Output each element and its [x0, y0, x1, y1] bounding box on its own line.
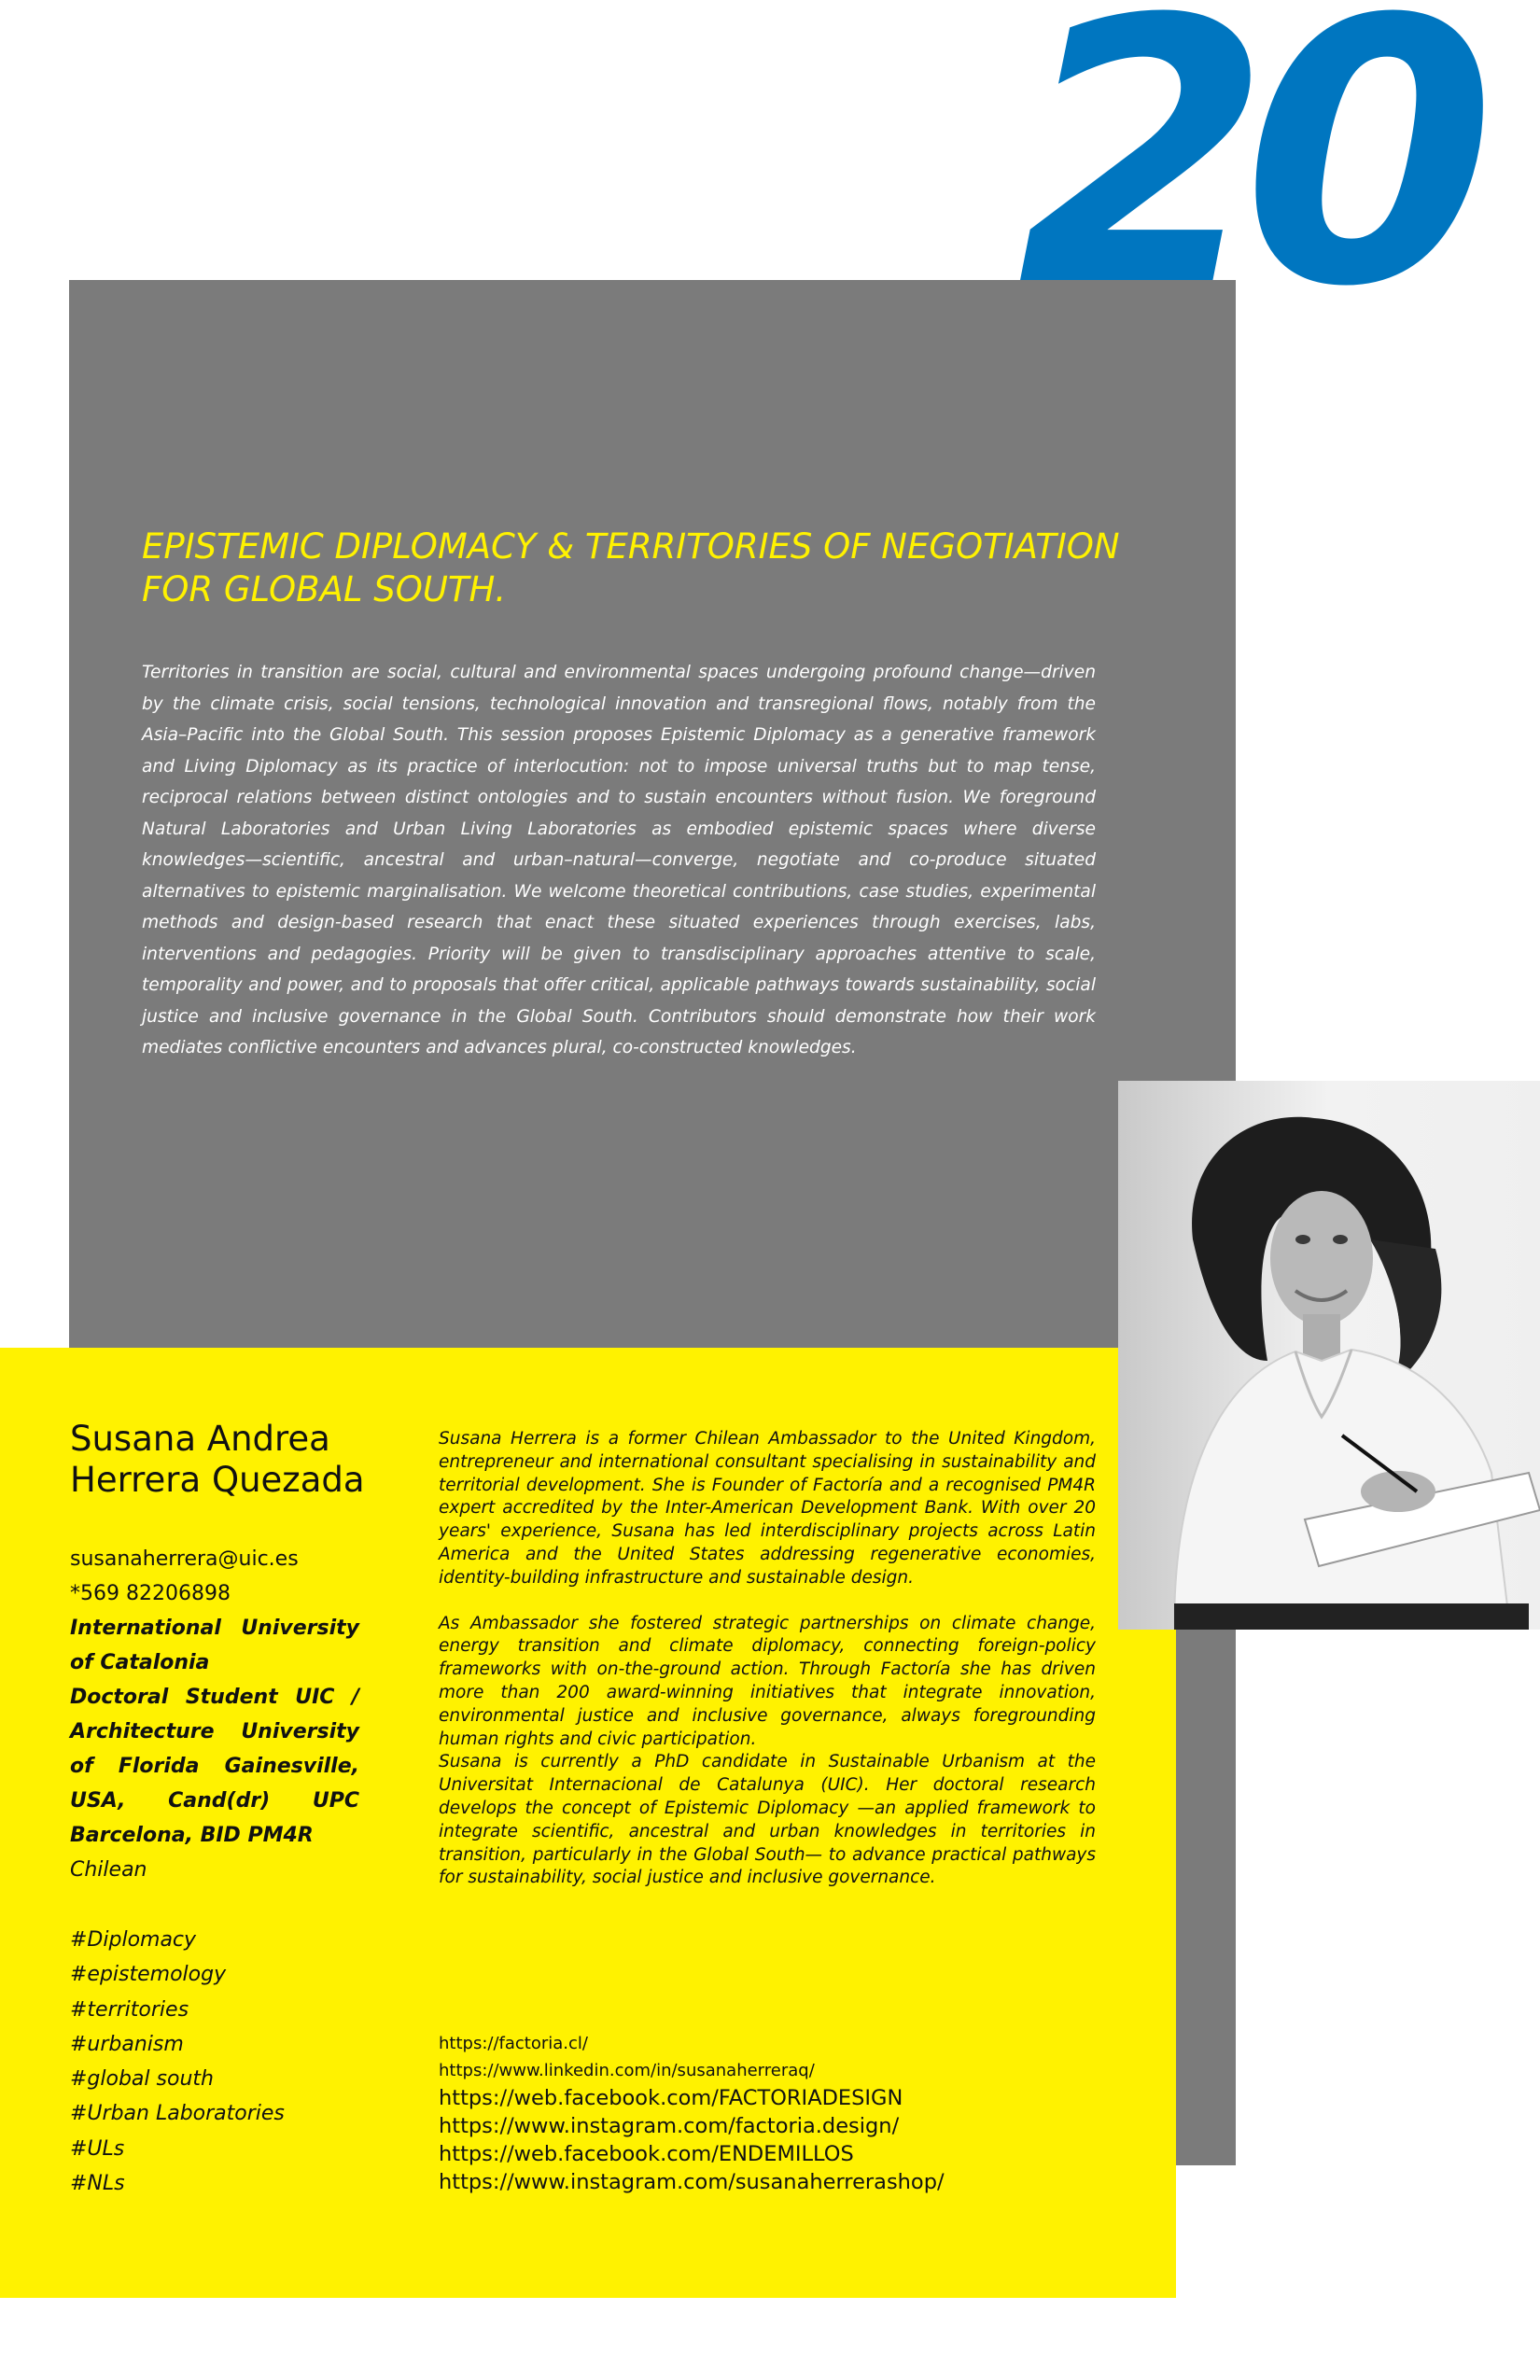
link-website[interactable]: https://factoria.cl/ [439, 2034, 588, 2053]
session-title [142, 525, 1187, 611]
page-number: 20 [1017, 0, 1468, 366]
session-title-line-1: EPISTEMIC DIPLOMACY & TERRITORIES OF NEGOTIATION [142, 526, 1120, 567]
author-links [439, 2030, 945, 2196]
author-email[interactable]: susanaherrera@uic.es [70, 1547, 299, 1571]
author-nationality: Chilean [70, 1858, 147, 1882]
author-bio [439, 1428, 1096, 1890]
tag-item: #territories [70, 1997, 189, 2022]
tag-item: #global south [70, 2067, 214, 2092]
link-facebook-factoria[interactable]: https://web.facebook.com/FACTORIADESIGN [439, 2086, 903, 2110]
bio-paragraph-3: Susana is currently a PhD candidate in Sustainable Urbanism at the Universitat Internacional de Catalunya (UIC). Her doctoral research develops the concept of Epistemic Diplomacy —an applied framework to integrate scientific, ancestral and urban knowledges in territories in transition, particularly in the Global South— to advance practical pathways for sustainability, social justice and inclusive governance. [439, 1752, 1096, 1888]
author-name [70, 1419, 387, 1501]
author-name-line-1: Susana Andrea [70, 1419, 330, 1459]
author-affiliation-1: International University of Catalonia [70, 1617, 359, 1674]
bio-paragraph-2: As Ambassador she fostered strategic partnerships on climate change, energy transition and climate diplomacy, connecting foreign-policy frameworks with on-the-ground action. Through Factoría she has driven more than 200 award-winning initiatives that integrate innovation, environmental justice and inclusive governance, always foregrounding human rights and civic participation. [439, 1613, 1096, 1749]
author-name-line-2: Herrera Quezada [70, 1460, 365, 1500]
tag-item: #urbanism [70, 2032, 184, 2056]
author-affiliation-2: Doctoral Student UIC / Architecture University of Florida Gainesville, USA, Cand(dr) UPC Barcelona, BID PM4R [70, 1686, 359, 1847]
tag-item: #NLs [70, 2172, 125, 2196]
author-photo [1118, 1081, 1540, 1630]
tag-item: #ULs [70, 2136, 125, 2161]
link-instagram-shop[interactable]: https://www.instagram.com/susanaherrerashop/ [439, 2170, 945, 2194]
tag-item: #Urban Laboratories [70, 2102, 285, 2126]
portrait-image [1118, 1081, 1540, 1630]
link-linkedin[interactable]: https://www.linkedin.com/in/susanaherreraq/ [439, 2061, 815, 2080]
link-facebook-endemillos[interactable]: https://web.facebook.com/ENDEMILLOS [439, 2142, 854, 2166]
link-instagram-factoria[interactable]: https://www.instagram.com/factoria.design/ [439, 2114, 900, 2138]
author-phone: *569 82206898 [70, 1582, 231, 1605]
tag-item: #epistemology [70, 1963, 227, 1987]
tag-list [70, 1923, 285, 2201]
tag-item: #Diplomacy [70, 1928, 197, 1952]
bio-paragraph-1: Susana Herrera is a former Chilean Ambassador to the United Kingdom, entrepreneur and international consultant specialising in sustainability and territorial development. She is Founder of Factoría and a recognised PM4R expert accredited by the Inter-American Development Bank. With over 20 years' experience, Susana has led interdisciplinary projects across Latin America and the United States addressing regenerative economies, identity-building infrastructure and sustainable design. [439, 1429, 1096, 1588]
author-details [70, 1542, 359, 1887]
session-abstract: Territories in transition are social, cultural and environmental spaces undergoing profound change—driven by the climate crisis, social tensions, technological innovation and transregional flows, notably from the Asia–Pacific into the Global South. This session proposes Epistemic Diplomacy as a generative framework and Living Diplomacy as its practice of interlocution: not to impose universal truths but to map tense, reciprocal relations between distinct ontologies and to sustain encounters without fusion. We foreground Natural Laboratories and Urban Living Laboratories as embodied epistemic spaces where diverse knowledges—scientific, ancestral and urban–natural—converge, negotiate and co-produce situated alternatives to epistemic marginalisation. We welcome theoretical contributions, case studies, experimental methods and design-based research that enact these situated experiences through exercises, labs, interventions and pedagogies. Priority will be given to transdisciplinary approaches attentive to scale, temporality and power, and to proposals that offer critical, applicable pathways towards sustainability, social justice and inclusive governance in the Global South. Contributors should demonstrate how their work mediates conflictive encounters and advances plural, co-constructed knowledges. [142, 663, 1096, 1057]
session-title-line-2: FOR GLOBAL SOUTH. [142, 569, 507, 609]
